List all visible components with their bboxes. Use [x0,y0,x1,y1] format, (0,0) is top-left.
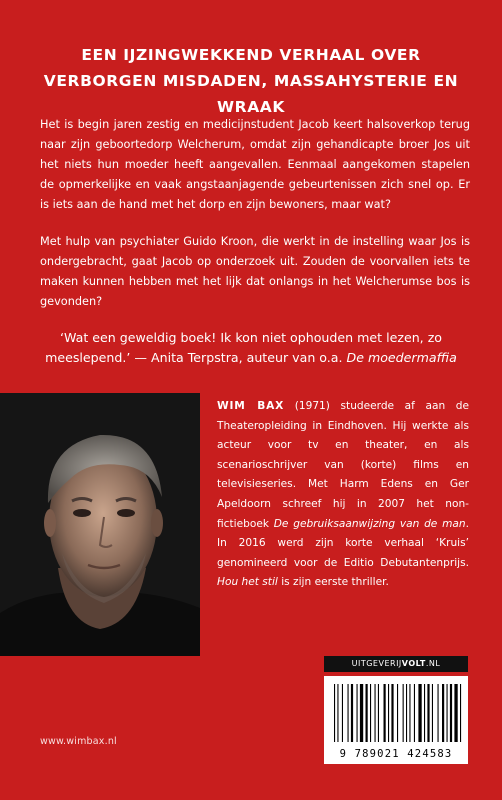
barcode-bars [324,676,468,746]
publisher-logo [324,656,468,672]
isbn-barcode [324,676,468,764]
tagline-headline: EEN IJZINGWEKKEND VERHAAL OVER VERBORGEN MISDADEN, MASSAHYSTERIE EN WRAAK [43,46,459,116]
quote-text: ‘Wat een geweldig boek! Ik kon niet ophouden met lezen, zo meeslepend.’ — Anita Terpstra, auteur van o.a. [45,330,443,365]
bio-text-1: (1971) studeerde af aan de Theateropleiding in Eindhoven. Hij werkte als acteur voor tv en theater, en als scenarioschrijver van (korte) films en televisieseries. Met Harm Edens en Ger Apeldoorn schreef hij in 2007 het non-fictieboek [217,400,469,530]
bio-text-2: . In 2016 werd zijn korte verhaal ‘Kruis’ genomineerd voor de Editio Debutantenprijs. [217,517,470,569]
author-website: www.wimbax.nl [40,736,117,747]
bio-text-3: is zijn eerste thriller. [277,576,389,589]
publisher-prefix: UITGEVERIJ [351,659,402,668]
review-quote [40,328,462,368]
publisher-suffix: .NL [425,659,441,668]
synopsis-paragraph-1: Het is begin jaren zestig en medicijnstudent Jacob keert halsoverkop terug naar zijn geboortedorp Welcherum, omdat zijn gehandicapte broer Jos uit het niets hun moeder heeft aangevallen. Eenmaal aangekomen stapelen de opmerkelijke en vaak angstaanjagende gebeurtenissen zich snel op. Er is iets aan de hand met het dorp en zijn bewoners, maar wat? [40,118,470,211]
bio-book-title-1: De gebruiksaanwijzing van de man [273,517,466,530]
author-name: WIM BAX [217,400,285,412]
author-bio [217,397,469,593]
bio-book-title-2: Hou het stil [217,576,278,589]
synopsis-paragraph-2: Met hulp van psychiater Guido Kroon, die werkt in de instelling waar Jos is ondergebracht, gaat Jacob op onderzoek uit. Zouden de voorvallen iets te maken kunnen hebben met het lijk dat onlangs in het Welcherumse bos is gevonden? [40,235,470,308]
author-photo [0,393,200,656]
publisher-brand: VOLT [401,659,426,668]
isbn-number: 9 789021 424583 [339,748,453,760]
quote-book-title: De moedermaffia [346,350,457,365]
